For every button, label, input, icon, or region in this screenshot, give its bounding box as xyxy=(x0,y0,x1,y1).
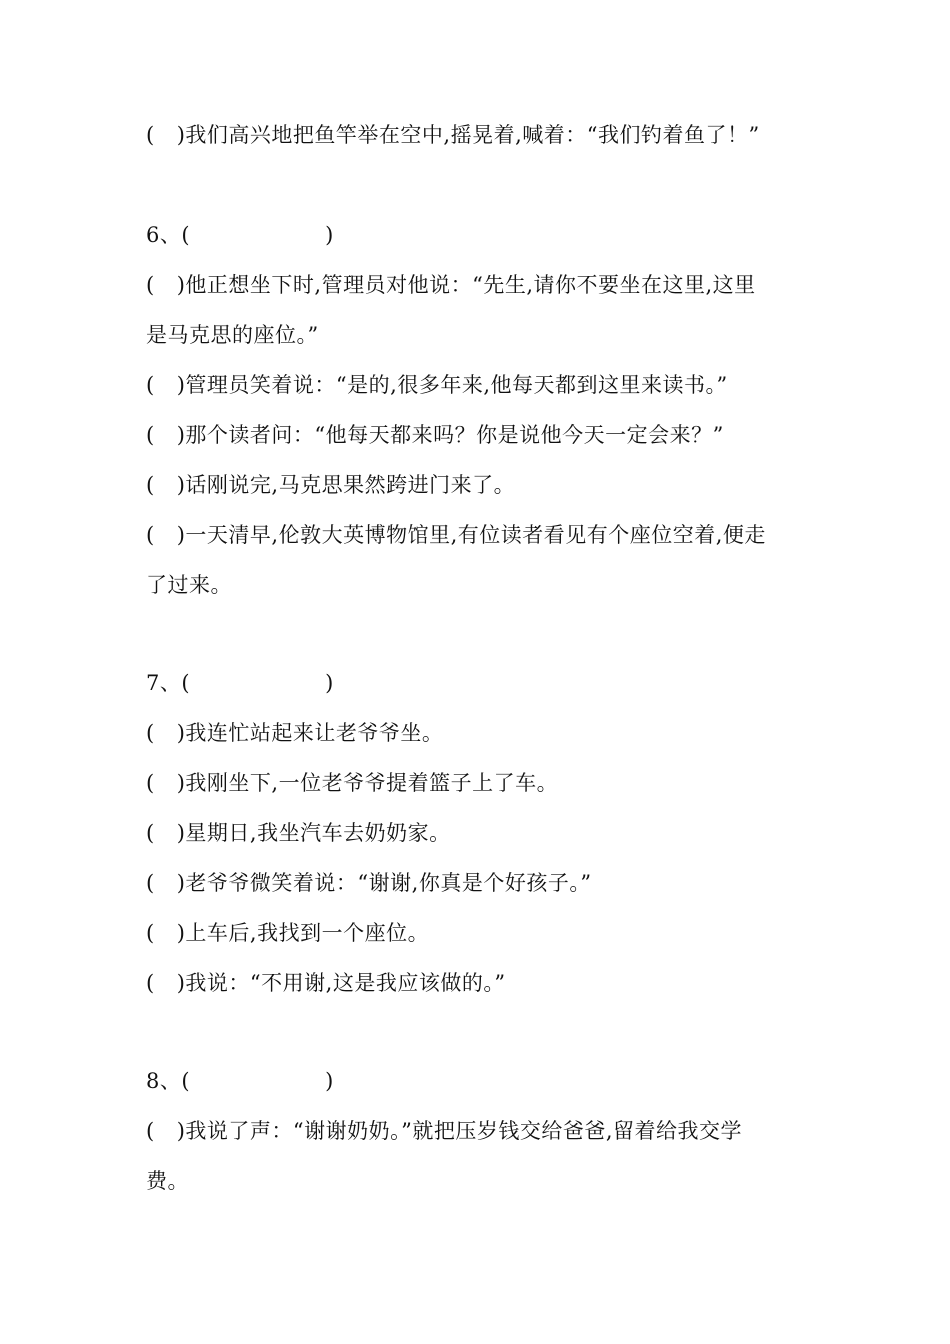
answer-paren-open: ( xyxy=(146,921,155,945)
answer-paren-close: ) xyxy=(176,473,186,497)
sentence-text: 我们高兴地把鱼竿举在空中,摇晃着,喊着：“我们钓着鱼了！” xyxy=(185,123,760,147)
answer-paren-close: ) xyxy=(176,523,186,547)
answer-paren-close: ) xyxy=(176,871,186,895)
answer-paren-open: ( xyxy=(146,423,155,447)
sentence-line xyxy=(146,470,515,500)
sentence-text: 星期日,我坐汽车去奶奶家。 xyxy=(185,821,451,845)
sentence-line xyxy=(146,420,724,450)
sentence-continuation xyxy=(146,1166,189,1196)
sentence-text: 老爷爷微笑着说：“谢谢,你真是个好孩子。” xyxy=(185,871,592,895)
answer-paren-close: ) xyxy=(176,423,186,447)
answer-paren-open: ( xyxy=(146,821,155,845)
sentence-continuation xyxy=(146,320,319,350)
question-header-6 xyxy=(146,220,334,250)
sentence-line xyxy=(146,818,451,848)
answer-paren-close: ) xyxy=(176,373,186,397)
sentence-text: 我刚坐下,一位老爷爷提着篮子上了车。 xyxy=(185,771,559,795)
answer-paren-open: ( xyxy=(146,473,155,497)
answer-paren-open: ( xyxy=(146,123,155,147)
sentence-text: 我说：“不用谢,这是我应该做的。” xyxy=(185,971,506,995)
sentence-line xyxy=(146,868,592,898)
answer-paren-open: ( xyxy=(181,671,191,695)
sentence-line xyxy=(146,718,443,748)
sentence-text: 了过来。 xyxy=(146,573,232,597)
sentence-line xyxy=(146,1116,742,1146)
sentence-line xyxy=(146,270,756,300)
sentence-text: 是马克思的座位。” xyxy=(146,323,319,347)
sentence-text: 我说了声：“谢谢奶奶。”就把压岁钱交给爸爸,留着给我交学 xyxy=(185,1119,743,1143)
answer-paren-close: ) xyxy=(325,1069,334,1093)
answer-paren-close: ) xyxy=(176,771,186,795)
answer-paren-close: ) xyxy=(176,721,186,745)
answer-paren-open: ( xyxy=(146,871,155,895)
answer-paren-open: ( xyxy=(181,223,191,247)
answer-paren-close: ) xyxy=(325,671,334,695)
sentence-line xyxy=(146,768,558,798)
sentence-text: 费。 xyxy=(146,1169,189,1193)
answer-paren-close: ) xyxy=(176,821,186,845)
answer-paren-open: ( xyxy=(146,1119,155,1143)
answer-paren-open: ( xyxy=(146,273,155,297)
answer-paren-open: ( xyxy=(146,373,155,397)
sentence-text: 他正想坐下时,管理员对他说：“先生,请你不要坐在这里,这里 xyxy=(185,273,756,297)
answer-paren-open: ( xyxy=(146,771,155,795)
answer-paren-close: ) xyxy=(325,223,334,247)
sentence-line xyxy=(146,520,766,550)
question-number: 6、 xyxy=(146,223,182,247)
sentence-text: 一天清早,伦敦大英博物馆里,有位读者看见有个座位空着,便走 xyxy=(185,523,766,547)
question-number: 8、 xyxy=(146,1069,182,1093)
answer-paren-open: ( xyxy=(146,523,155,547)
answer-paren-open: ( xyxy=(146,721,155,745)
sentence-text: 上车后,我找到一个座位。 xyxy=(185,921,430,945)
question-header-8 xyxy=(146,1066,334,1096)
answer-paren-close: ) xyxy=(176,273,186,297)
sentence-continuation xyxy=(146,570,232,600)
answer-paren-close: ) xyxy=(176,921,186,945)
answer-paren-open: ( xyxy=(181,1069,191,1093)
answer-paren-close: ) xyxy=(176,1119,186,1143)
question-number: 7、 xyxy=(146,671,182,695)
sentence-line xyxy=(146,370,728,400)
answer-paren-close: ) xyxy=(176,971,186,995)
question-header-7 xyxy=(146,668,334,698)
sentence-line xyxy=(146,120,760,150)
sentence-line xyxy=(146,968,506,998)
sentence-text: 话刚说完,马克思果然跨进门来了。 xyxy=(185,473,516,497)
answer-paren-open: ( xyxy=(146,971,155,995)
sentence-text: 那个读者问：“他每天都来吗？你是说他今天一定会来？” xyxy=(185,423,724,447)
sentence-text: 管理员笑着说：“是的,很多年来,他每天都到这里来读书。” xyxy=(185,373,728,397)
sentence-line xyxy=(146,918,429,948)
sentence-text: 我连忙站起来让老爷爷坐。 xyxy=(185,721,444,745)
answer-paren-close: ) xyxy=(176,123,186,147)
